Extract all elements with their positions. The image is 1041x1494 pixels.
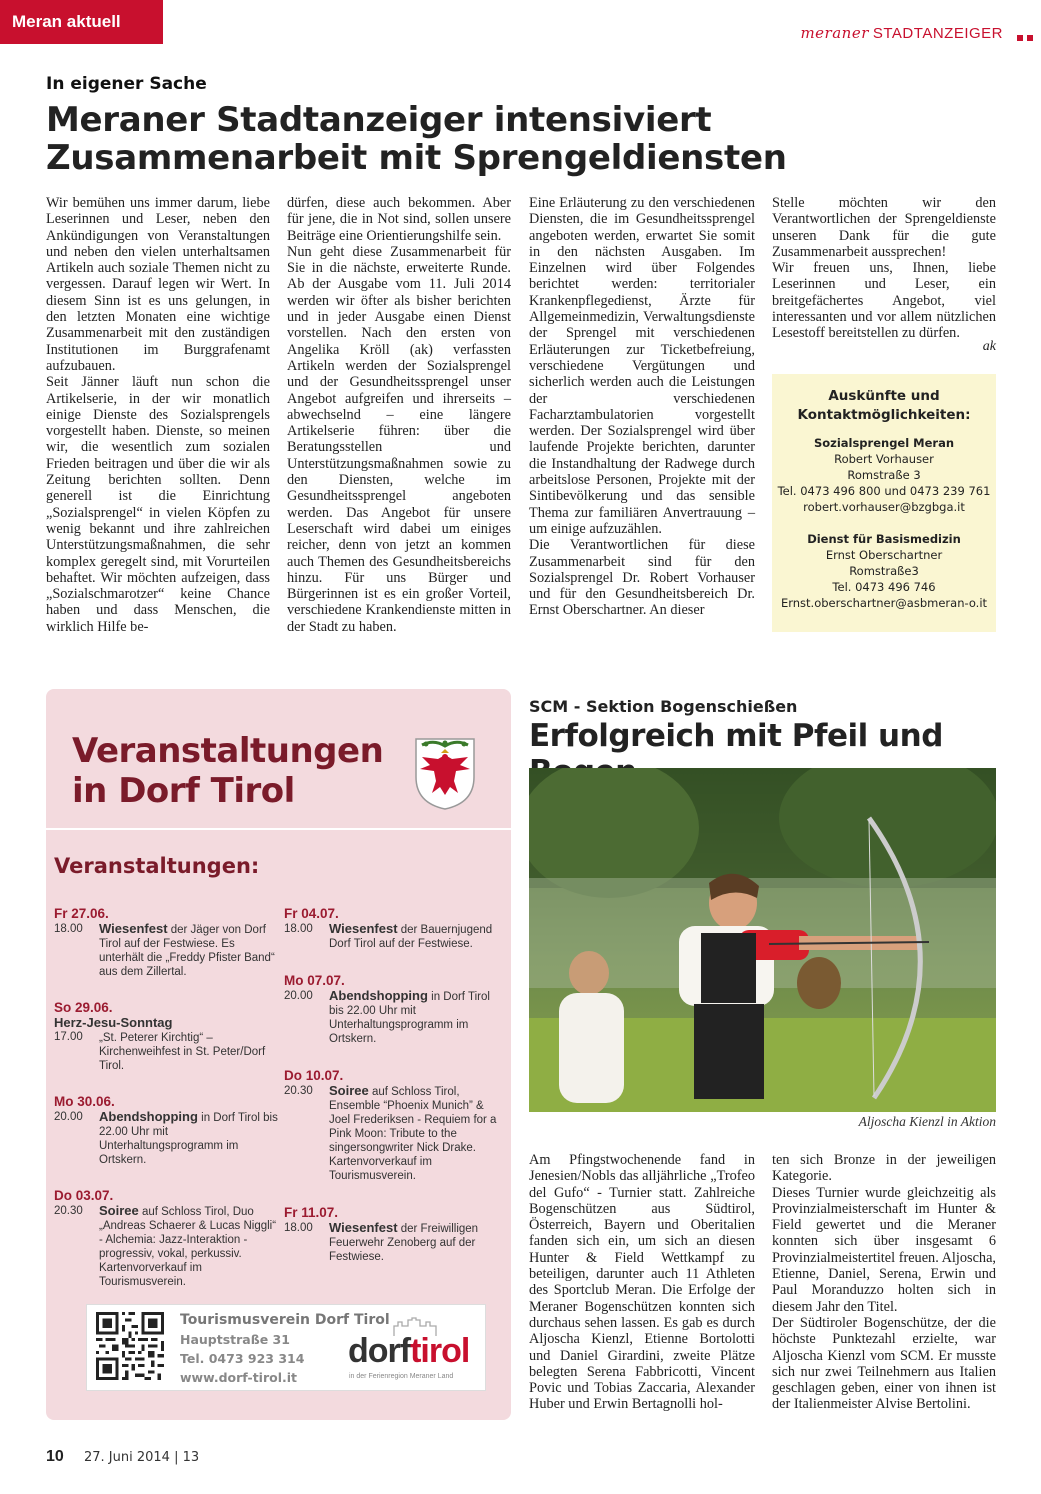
info-line: Tel. 0473 496 800 und 0473 239 761 (777, 484, 991, 498)
event-text: „St. Peterer Kirchtig“ – Kirchenweihfest in St. Peter/Dorf Tirol. (99, 1032, 266, 1072)
info-email[interactable]: Ernst.oberschartner@asbmeran-o.it (780, 596, 988, 610)
article-column-2 (287, 195, 511, 635)
event-time: 20.30 (284, 1085, 313, 1097)
event-date: So 29.06. (54, 1000, 113, 1015)
scm-headline: Erfolgreich mit Pfeil und (529, 718, 943, 754)
event-date: Do 03.07. (54, 1188, 114, 1203)
event-date: Fr 11.07. (284, 1205, 339, 1220)
event-date: Fr 27.06. (54, 906, 109, 921)
event-time: 18.00 (284, 1222, 313, 1234)
brand-logo (800, 24, 1003, 43)
event-text: Wiesenfest der Freiwilligen Feuerwehr Zenoberg auf der Festwiese. (329, 1220, 479, 1263)
events-left-column (54, 905, 282, 1289)
brand-squares-icon (1013, 28, 1035, 36)
brand-caps: STADTANZEIGER (872, 25, 1003, 42)
event-time: 18.00 (54, 923, 83, 935)
paragraph: ten sich Bronze in der jeweiligen Kategorie. (772, 1152, 996, 1185)
page-number: 10 (46, 1448, 64, 1465)
event-time: 17.00 (54, 1031, 83, 1043)
events-subtitle: Veranstaltungen: (54, 854, 260, 878)
article-column-3 (529, 195, 755, 619)
tirol-coat-of-arms-icon (414, 737, 476, 811)
event-time: 20.30 (54, 1205, 83, 1217)
paragraph: Nun geht diese Zusammenarbeit für Sie in die nächste, erweiterte Runde. Ab der Ausgabe vom 11. Juli 2014 werden wir öfter als bisher berichten und in jeder Ausgabe einen Dienst vorstellen. Nach den ersten von Angelika Kröll (ak) verfassten Artikeln werden der Sozialsprengel und der Gesundheitssprengel unser Angebot aufgreifen und ihrerseits – abwechselnd – eine längere Artikelserie führen: über die Beratungsstellen und Unterstützungsmaßnahmen sowie zu den Diensten, welche im Gesundheitssprengel angeboten werden. Das Angebot für unsere Leserschaft wird dabei um einiges reicher, denn von jetzt an kommen auch Themen des Gesundheitsbereichs hinzu. Für uns Bürger und Bürgerinnen ist es ein großer Vorteil, verschiedene Krankendienste mitten in der Stadt zu haben. (287, 243, 511, 635)
logo-tagline: in der Ferienregion Meraner Land (349, 1373, 454, 1380)
paragraph: Die Verantwortlichen für diese Zusammenarbeit sind für den Sozialsprengel Dr. Robert Vorhauser und für den Gesundheitsbereich Dr. Ernst Oberschartner. An dieser (529, 537, 755, 619)
paragraph: Stelle möchten wir den Verantwortlichen der Sprengeldienste unseren Dank für die gute Zusammenarbeit aussprechen! (772, 195, 996, 260)
event-entry (54, 1187, 282, 1289)
info-line: Ernst Oberschartner (825, 548, 943, 562)
events-title-line-1: Veranstaltungen (72, 731, 384, 771)
event-text: Abendshopping in Dorf Tirol bis 22.00 Uhr mit Unterhaltungsprogramm im Ortskern. (99, 1109, 278, 1166)
event-time: 20.00 (54, 1111, 83, 1123)
scm-column-2 (772, 1152, 996, 1413)
photo-caption: Aljoscha Kienzl in Aktion (858, 1114, 996, 1129)
article-kicker: In eigener Sache (46, 74, 207, 94)
scm-column-1 (529, 1152, 755, 1413)
events-divider (46, 828, 511, 830)
event-entry (284, 905, 506, 951)
event-text: Soiree auf Schloss Tirol, Ensemble “Phoenix Munich” & Joel Frederiksen - Requiem for a Pink Moon: Tribute to the singersongwriter Nick Drake. Kartenvorverkauf im Tourismusverein. (329, 1083, 497, 1182)
qr-code-icon[interactable] (96, 1312, 164, 1380)
event-date: Do 10.07. (284, 1068, 344, 1083)
scm-kicker: SCM - Sektion Bogenschießen (529, 697, 798, 716)
paragraph: Wir bemühen uns immer darum, liebe Leserinnen und Leser, neben den Ankündigungen von Veranstaltungen und neben den vielen unterhaltsamen Artikeln auch soziale Themen nicht zu vergessen. Darauf legen wir Wert. In diesem Sinn ist es uns gelungen, in den letzten Monaten eine wichtige Zusammenarbeit mit den zuständigen Institutionen im Burggrafenamt aufzubauen. (46, 195, 270, 374)
contact-info-box (772, 374, 996, 632)
event-text: Abendshopping in Dorf Tirol bis 22.00 Uhr mit Unterhaltungsprogramm im Ortskern. (329, 988, 490, 1045)
event-entry (284, 1204, 506, 1264)
dorftirol-logo (348, 1332, 469, 1371)
event-date: Mo 30.06. (54, 1094, 115, 1109)
author-signature: ak (982, 339, 996, 354)
article-column-4 (772, 195, 996, 342)
event-entry (54, 905, 282, 979)
event-text: Wiesenfest der Bauernjugend Dorf Tirol auf der Festwiese. (329, 921, 493, 950)
info-org-2: Dienst für Basismedizin (807, 532, 961, 546)
tourism-phone: Tel. 0473 923 314 (180, 1351, 305, 1366)
paragraph: Seit Jänner läuft nun schon die Artikelserie, in der wir monatlich einige Dienste des Sozialsprengels vorgestellt haben. Dienste, so meinen wir, die wesentlich zum sozialen Frieden beitragen und über die wir als Zeitung berichten sollten. Denn generell ist die Einrichtung „Sozialsprengel“ in vielen Köpfen zu wenig bekannt und ihre zahlreichen Unterstützungsmaßnahmen, die sehr komplex geregelt sind, mit Vorurteilen behaftet. Wir möchten aufzeigen, dass „Sozialschmarotzer“ keine Chance haben und dass Menschen, die wirklich Hilfe be- (46, 374, 270, 635)
events-title-line-2: in Dorf Tirol (72, 771, 295, 811)
paragraph: Dieses Turnier wurde gleichzeitig als Provinzialmeisterschaft im Hunter & Field gewertet und die Meraner konnten sich über insgesamt 6 Provinzialmeistertitel freuen. Aljoscha, Etienne, Daniel, Serena, Erwin und Paul Moranduzzo holten sich in diesem Jahr den Titel. (772, 1184, 996, 1315)
event-text: Wiesenfest der Jäger von Dorf Tirol auf der Festwiese. Es unterhält die „Freddy Pfister Band“ aus dem Zillertal. (99, 921, 275, 978)
paragraph: dürfen, diese auch bekommen. Aber für jene, die in Not sind, sollen unsere Beiträge eine Orientierungshilfe sein. (287, 195, 511, 244)
paragraph: Wir freuen uns, Ihnen, liebe Leserinnen und Leser, ein breitgefächertes Angebot, viel interessanten und vor allem nützlichen Lesestoff bereitstellen zu dürfen. (772, 260, 996, 342)
event-entry (54, 999, 282, 1073)
info-line: Tel. 0473 496 746 (832, 580, 936, 594)
event-date: Mo 07.07. (284, 973, 345, 988)
event-entry (284, 972, 506, 1046)
event-text: Soiree auf Schloss Tirol, Duo „Andreas Schaerer & Lucas Niggli“ - Alchemia: Jazz-Interaktion - progressiv, vokal, perkussiv. Kartenvorverkauf im Tourismusverein. (99, 1203, 277, 1288)
logo-dorf: dorf (348, 1332, 411, 1370)
paragraph: Eine Erläuterung zu den verschiedenen Diensten, die im Gesundheitssprengel angeboten werden, erwartet Sie somit in den nächsten Ausgaben. Im Einzelnen wird über Folgendes berichtet werden: territorialer Krankenpflegedienst, Ärzte für Allgemeinmedizin, Verwaltungsdienste der Sprengel mit verschiedenen Erläuterungen zur Ticketbefreiung, verschiedene Vergütungen und sicherlich werden auch die Leistungen der verschiedenen Facharztambulatorien vorgestellt werden. Der Sozialsprengel wird über laufende Projekte berichten, darunter die Instandhaltung der Radwege durch arbeitslose Personen, Projekte mit der Sintibevölkerung und das sensible Thema zur familiären Anvertrauung – um einige aufzuzählen. (529, 195, 755, 537)
event-date: Fr 04.07. (284, 906, 339, 921)
archer-photo (529, 768, 996, 1112)
event-time: 18.00 (284, 923, 313, 935)
tourism-website-link[interactable]: www.dorf-tirol.it (180, 1370, 298, 1385)
paragraph: Der Südtiroler Bogenschütze, der die höchste Punktezahl erzielte, war Aljoscha Kienzl vom SCM. Er musste sich nur zwei Teilnehmern aus Italien geschlagen geben, einer von ihnen ist der Italienmeister Alvise Bertolini. (772, 1314, 996, 1413)
info-line: Romstraße 3 (847, 468, 921, 482)
events-title (72, 731, 383, 811)
info-line: Romstraße3 (849, 564, 919, 578)
info-email[interactable]: robert.vorhauser@bzgbga.it (803, 500, 965, 514)
event-entry (284, 1067, 506, 1183)
info-title-1: Auskünfte und (828, 388, 940, 404)
tourism-address: Hauptstraße 31 (180, 1332, 290, 1347)
info-line: Robert Vorhauser (834, 452, 934, 466)
article-column-1 (46, 195, 270, 635)
event-heading: Herz-Jesu-Sonntag (54, 1015, 173, 1030)
article-headline: Meraner Stadtanzeiger intensiviert Zusammenarbeit mit Sprengeldiensten (46, 100, 787, 178)
section-badge: Meran aktuell (0, 0, 163, 44)
event-time: 20.00 (284, 990, 313, 1002)
event-entry (54, 1093, 282, 1167)
brand-script: meraner (800, 24, 869, 42)
issue-info: 27. Juni 2014 | 13 (84, 1450, 200, 1465)
events-right-column (284, 905, 506, 1264)
tourism-name: Tourismusverein Dorf Tirol (180, 1312, 390, 1328)
info-title-2: Kontaktmöglichkeiten: (797, 407, 971, 423)
logo-tirol: tirol (410, 1332, 470, 1370)
info-org-1: Sozialsprengel Meran (813, 436, 955, 450)
paragraph: Am Pfingstwochenende fand in Jenesien/Nobls das alljährliche „Trofeo del Gufo“ - Turnier statt. Zahlreiche Bogenschützen aus Südtirol, Österreich, Bayern und Oberitalien fanden sich ein, um sich an diesen Hunter & Field Wettkampf zu beteiligen, darunter auch 11 Athleten des Sportclub Meran. Die Erfolge der Meraner Bogenschützen konnten sich durchaus sehen lassen. Es gab es durch Aljoscha Kienzl, Etienne Bortolotti und Daniel Girardini, zweite Plätze belegten Serena Fabbricotti, Vincent Povic und Tobias Zaccaria, Alexander Huber und Erwin Bertagnolli hol- (529, 1152, 755, 1413)
